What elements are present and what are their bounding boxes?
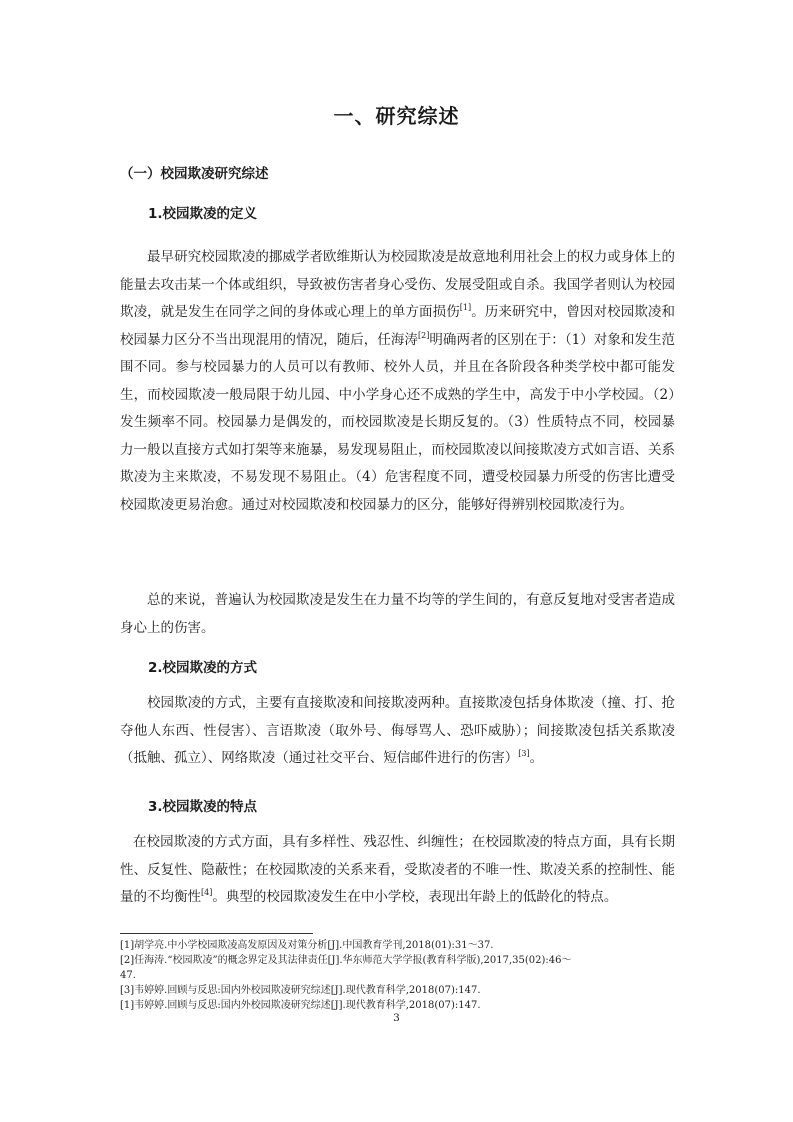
paragraph-text: 最早研究校园欺凌的挪威学者欧维斯认为校园欺凌是故意地利用社会上的权力或身体上的能量去攻击某一个体或组织，导致被伤害者身心受伤、发展受阻或自杀。我国学者则认为校园欺凌，就是发生在同学之间的身体或心理上的单方面损伤 (120, 249, 675, 320)
citation-ref-4: [4] (201, 888, 213, 897)
subsection-heading-features: 3.校园欺凌的特点 (148, 799, 258, 815)
paragraph-summary: 总的来说，普遍认为校园欺凌是发生在力量不均等的学生间的，有意反复地对受害者造成身心上的伤害。 (120, 592, 675, 636)
page-number: 3 (393, 1012, 400, 1024)
paragraph-features (120, 829, 675, 912)
page-title: 一、研究综述 (333, 104, 460, 128)
subsection-heading-methods: 2.校园欺凌的方式 (148, 660, 258, 676)
citation-ref-2: [2] (417, 330, 430, 340)
paragraph-text: 。历来研究中，曾因对校园欺凌和校园暴力区分不当出现混用的情况，随后，任海涛 (120, 304, 676, 348)
paragraph-methods (120, 690, 675, 773)
citation-ref-1: [1] (459, 303, 472, 312)
citation-ref-3: [3] (518, 749, 530, 758)
footnote-item: [1]胡学亮.中小学校园欺凌高发原因及对策分析[J].中国教育学刊,2018(01):31～37. (120, 940, 494, 951)
section-heading-1: （一）校园欺凌研究综述 (120, 166, 269, 182)
footnotes (120, 938, 575, 1013)
paragraph-text: 在校园欺凌的方式方面，具有多样性、残忍性、纠缠性；在校园欺凌的特点方面，具有长期性、反复性、隐蔽性；在校园欺凌的关系来看，受欺凌者的不唯一性、欺凌关系的控制性、能量的不均衡性 (120, 834, 675, 905)
footnote-item: [3]韦婷婷.回顾与反思:国内外校园欺凌研究综述[J].现代教育科学,2018(07):147. (120, 985, 481, 996)
footnote-item: [2]任海涛.“校园欺凌”的概念界定及其法律责任[J].华东师范大学学报(教育科学版),2017,35(02):46～47. (120, 955, 572, 981)
paragraph-definition (120, 244, 675, 519)
subsection-heading-definition: 1.校园欺凌的定义 (148, 206, 258, 222)
paragraph-text: 。典型的校园欺凌发生在中小学校，表现出年龄上的低龄化的特点。 (212, 889, 618, 905)
paragraph-text: 校园欺凌的方式，主要有直接欺凌和间接欺凌两种。直接欺凌包括身体欺凌（撞、打、抢夺他人东西、性侵害）、言语欺凌（取外号、侮辱骂人、恐吓威胁）；间接欺凌包括关系欺凌（抵触、孤立）、网络欺凌（通过社交平台、短信邮件进行的伤害） (120, 695, 675, 766)
paragraph-text: 。 (529, 750, 544, 766)
footnote-divider (120, 933, 313, 934)
paragraph-text: 明确两者的区别在于：（1）对象和发生范围不同。参与校园暴力的人员可以有教师、校外人员，并且在各阶段各种类学校中都可能发生，而校园欺凌一般局限于幼儿园、中小学身心还不成熟的学生中，高发于中小学校园。（2）发生频率不同。校园暴力是偶发的，而校园欺凌是长期反复的。（3）性质特点不同，校园暴力一般以直接方式如打架等来施暴，易发现易阻止，而校园欺凌以间接欺凌方式如言语、关系欺凌为主来欺凌，不易发现不易阻止。（4）危害程度不同，遭受校园暴力所受的伤害比遭受校园欺凌更易治愈。通过对校园欺凌和校园暴力的区分，能够好得辨别校园欺凌行为。 (120, 331, 676, 513)
footnote-item: [1]韦婷婷.回顾与反思:国内外校园欺凌研究综述[J].现代教育科学,2018(07):147. (120, 1000, 481, 1011)
